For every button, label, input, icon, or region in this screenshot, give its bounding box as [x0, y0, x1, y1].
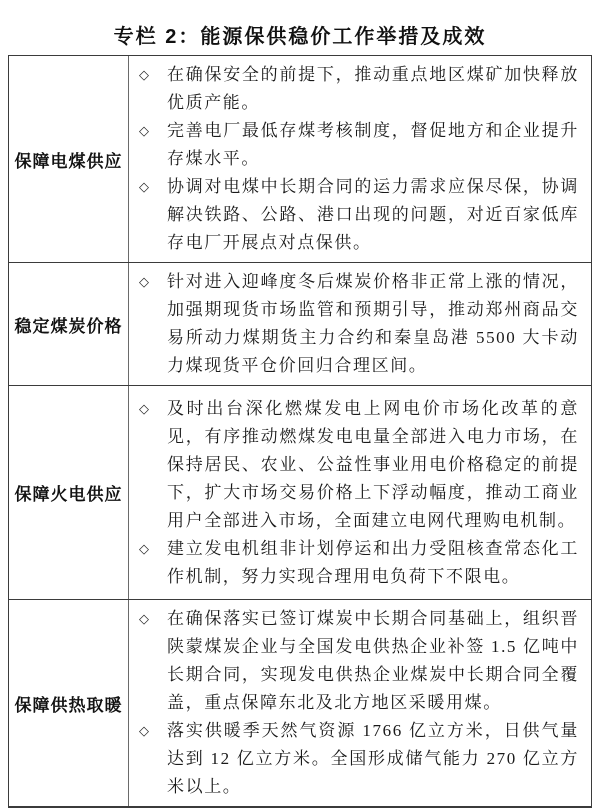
list-item-text: 建立发电机组非计划停运和出力受阻核查常态化工作机制，努力实现合理用电负荷下不限电。 — [167, 538, 579, 586]
diamond-bullet-icon: ◇ — [139, 541, 149, 557]
row-content — [129, 386, 591, 599]
row-label-coal-price-stability: 稳定煤炭价格 — [9, 263, 129, 385]
diamond-bullet-icon: ◇ — [139, 724, 149, 739]
diamond-bullet-icon: ◇ — [139, 68, 149, 83]
list-item — [137, 535, 579, 591]
diamond-bullet-icon: ◇ — [139, 180, 149, 195]
list-item — [137, 61, 579, 117]
table-row — [9, 386, 591, 600]
row-content — [129, 263, 591, 385]
list-item — [137, 268, 579, 380]
list-item-text: 在确保安全的前提下，推动重点地区煤矿加快释放优质产能。 — [167, 65, 579, 112]
diamond-bullet-icon: ◇ — [139, 275, 149, 290]
table-row — [9, 600, 591, 806]
row-content — [129, 600, 591, 806]
measures-table — [8, 55, 592, 808]
row-label-heating-supply: 保障供热取暖 — [9, 600, 129, 806]
list-item — [137, 173, 579, 257]
diamond-bullet-icon: ◇ — [139, 124, 149, 139]
list-item-text: 协调对电煤中长期合同的运力需求应保尽保，协调解决铁路、公路、港口出现的问题，对近百家低库存电厂开展点对点保供。 — [167, 177, 579, 252]
page-title: 专栏 2：能源保供稳价工作举措及成效 — [113, 25, 487, 48]
diamond-bullet-icon: ◇ — [139, 401, 149, 417]
table-row — [9, 56, 591, 263]
row-content — [129, 56, 591, 262]
list-item-text: 针对进入迎峰度冬后煤炭价格非正常上涨的情况，加强期现货市场监管和预期引导，推动郑州商品交易所动力煤期货主力合约和秦皇岛港 5500 大卡动力煤现货平仓价回归合理区间。 — [167, 272, 579, 375]
list-item-text: 落实供暖季天然气资源 1766 亿立方米，日供气量达到 12 亿立方米。全国形成储气能力 270 亿立方米以上。 — [167, 721, 579, 796]
list-item — [137, 717, 579, 801]
list-item — [137, 605, 579, 717]
diamond-bullet-icon: ◇ — [139, 612, 149, 627]
list-item — [137, 395, 579, 535]
list-item-text: 及时出台深化燃煤发电上网电价市场化改革的意见，有序推动燃煤发电电量全部进入电力市场，在保持居民、农业、公益性事业用电价格稳定的前提下，扩大市场交易价格上下浮动幅度，推动工商业用户全部进入市场，全面建立电网代理购电机制。 — [167, 398, 579, 530]
table-row — [9, 263, 591, 386]
document-page — [0, 13, 600, 798]
list-item-text: 在确保落实已签订煤炭中长期合同基础上，组织晋陕蒙煤炭企业与全国发电供热企业补签 1.5 亿吨中长期合同，实现发电供热企业煤炭中长期合同全覆盖，重点保障东北及北方地区采暖用煤。 — [167, 609, 579, 712]
row-label-thermal-power-supply: 保障火电供应 — [9, 386, 129, 599]
list-item — [137, 117, 579, 173]
row-label-coal-power-supply: 保障电煤供应 — [9, 56, 129, 262]
list-item-text: 完善电厂最低存煤考核制度，督促地方和企业提升存煤水平。 — [167, 121, 579, 168]
